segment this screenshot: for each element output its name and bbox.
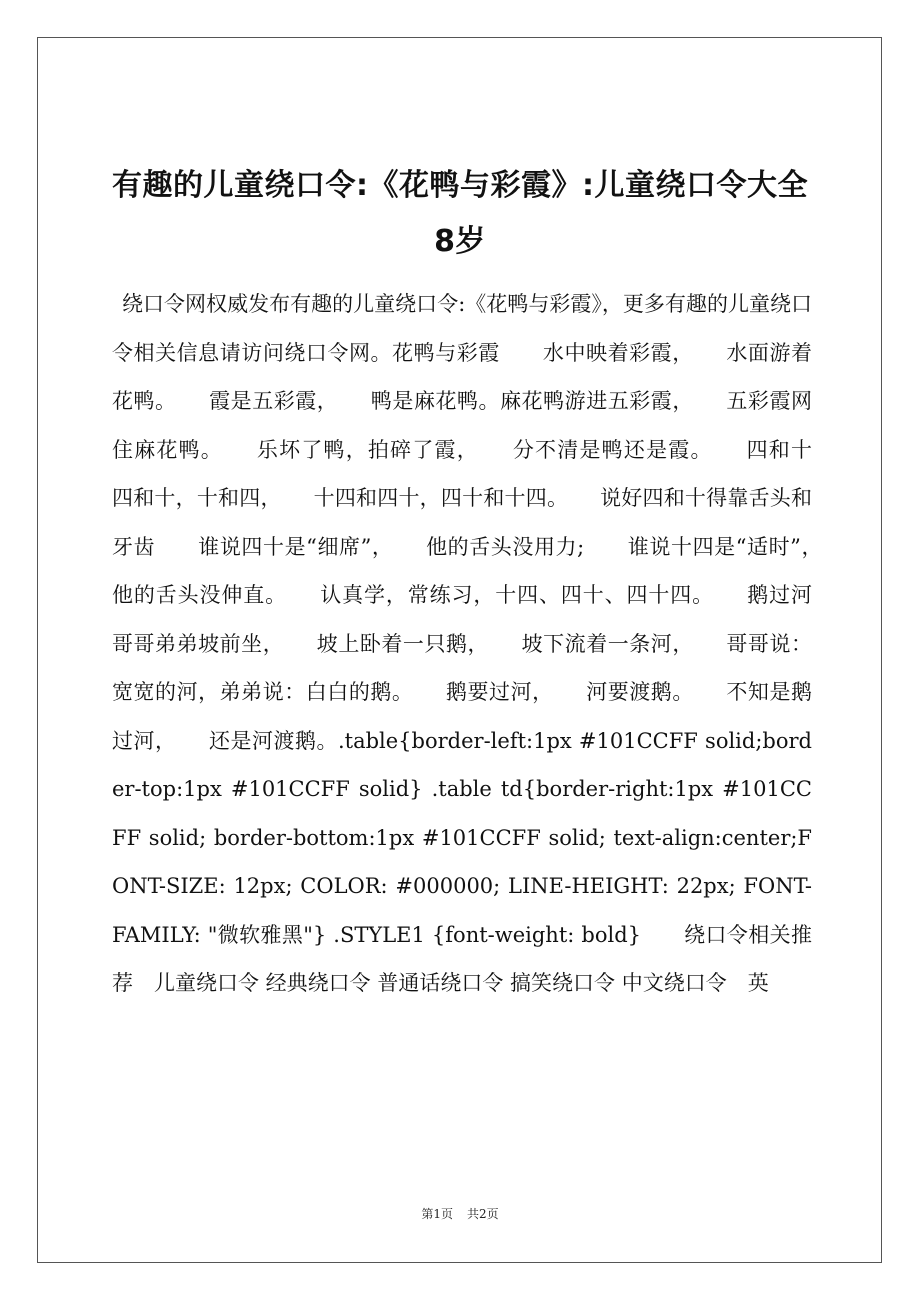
total-pages-label: 共2页 — [467, 1207, 499, 1221]
body-paragraph: 绕口令网权威发布有趣的儿童绕口令:《花鸭与彩霞》，更多有趣的儿童绕口令相关信息请访问绕口令网。花鸭与彩霞 水中映着彩霞， 水面游着花鸭。 霞是五彩霞， 鸭是麻花鸭。麻花鸭游进五彩霞， 五彩霞网住麻花鸭。 乐坏了鸭，拍碎了霞， 分不清是鸭还是霞。 四和十 四和十，十和四， 十四和四十，四十和十四。 说好四和十得靠舌头和牙齿 谁说四十是“细席”， 他的舌头没用力; 谁说十四是“适时”， 他的舌头没伸直。 认真学，常练习，十四、四十、四十四。 鹅过河 哥哥弟弟坡前坐， 坡上卧着一只鹅， 坡下流着一条河， 哥哥说：宽宽的河，弟弟说：白白的鹅。 鹅要过河， 河要渡鹅。 不知是鹅过河， 还是河渡鹅。.table{border-left:1px #101CCFF solid;border-top:1px #101CCFF solid} .table td{border-right:1px #101CCFF solid; border-bottom:1px #101CCFF solid; text-align:center;FONT-SIZE: 12px; COLOR: #000000; LINE-HEIGHT: 22px; FONT-FAMILY: "微软雅黑"} .STYLE1 {font-weight: bold} 绕口令相关推荐 儿童绕口令 经典绕口令 普通话绕口令 搞笑绕口令 中文绕口令 英 — [112, 292, 854, 995]
page-footer — [0, 1205, 920, 1222]
document-body — [112, 280, 854, 1008]
document-title: 有趣的儿童绕口令:《花鸭与彩霞》:儿童绕口令大全 8岁 — [112, 168, 808, 260]
current-page-label: 第1页 — [421, 1207, 453, 1221]
